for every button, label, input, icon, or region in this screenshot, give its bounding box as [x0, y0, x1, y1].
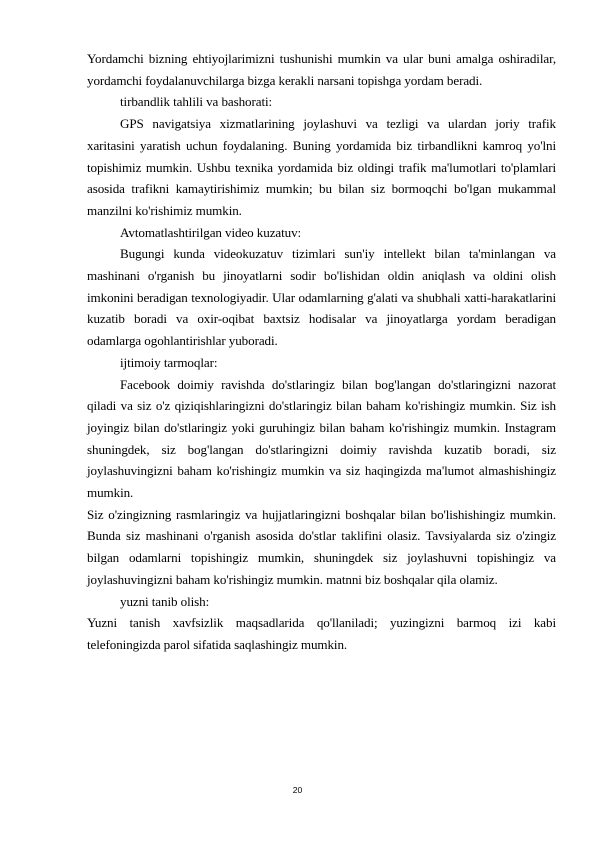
paragraph-video-surveillance: Bugungi kunda videokuzatuv tizimlari sun'iy intellekt bilan ta'minlangan va mashinani o'rganish bu jinoyatlarni sodir bo'lishidan oldin aniqlash va oldini olish imkonini beradigan texnologiyadir. Ular odamlarning g'alati va shubhali xatti-harakatlarini kuzatib boradi va oxir-oqibat baxtsiz hodisalar va jinoyatlarga yordam beradigan odamlarga ogohlantirishlar yuboradi.: [87, 246, 556, 349]
section-heading-face-recognition: yuzni tanib olish:: [120, 593, 210, 609]
section-heading-video-surveillance: Avtomatlashtirilgan video kuzatuv:: [120, 224, 302, 240]
paragraph-traffic: GPS navigatsiya xizmatlarining joylashuvi va tezligi va ulardan joriy trafik xaritasini yaratish uchun foydalaning. Buning yordamida biz tirbandlikni kamroq yo'lni topishimiz mumkin. Ushbu texnika yordamida biz oldingi trafik ma'lumotlari to'plamlari asosida trafikni kamaytirishimiz mumkin; bu bilan siz bormoqchi bo'lgan mukammal manzilni ko'rishimiz mumkin.: [87, 116, 556, 218]
page-body: [87, 48, 556, 656]
paragraph-face-recognition: Yuzni tanish xavfsizlik maqsadlarida qo'llaniladi; yuzingizni barmoq izi kabi telefoningizda parol sifatida saqlashingiz mumkin.: [87, 615, 556, 652]
section-heading-social-networks: ijtimoiy tarmoqlar:: [120, 354, 218, 370]
paragraph-social-networks: Facebook doimiy ravishda do'stlaringiz bilan bog'langan do'stlaringizni nazorat qiladi va siz o'z qiziqishlaringizni do'stlaringiz bilan baham ko'rishingiz mumkin. Siz ish joyingiz bilan do'stlaringiz yoki guruhingiz bilan baham ko'rishingiz mumkin. Instagram shuningdek, siz bog'langan do'stlaringizni doimiy ravishda kuzatib boradi, siz joylashuvingizni baham ko'rishingiz mumkin va siz haqingizda ma'lumot almashishingiz mumkin.: [87, 376, 556, 501]
paragraph-sharing: Siz o'zingizning rasmlaringiz va hujjatlaringizni boshqalar bilan bo'lishishingiz mumkin. Bunda siz mashinani o'rganish asosida do'stlar taklifini olasiz. Tavsiyalarda siz o'zingiz bilgan odamlarni topishingiz mumkin, shuningdek siz joylashuvni topishingiz va joylashuvingizni baham ko'rishingiz mumkin. matnni biz boshqalar qila olamiz.: [87, 506, 556, 587]
paragraph-continuation: Yordamchi bizning ehtiyojlarimizni tushunishi mumkin va ular buni amalga oshiradilar, yordamchi foydalanuvchilarga bizga kerakli narsani topishga yordam beradi.: [87, 51, 556, 88]
page-number: 20: [292, 785, 303, 795]
section-heading-traffic: tirbandlik tahlili va bashorati:: [120, 94, 273, 110]
